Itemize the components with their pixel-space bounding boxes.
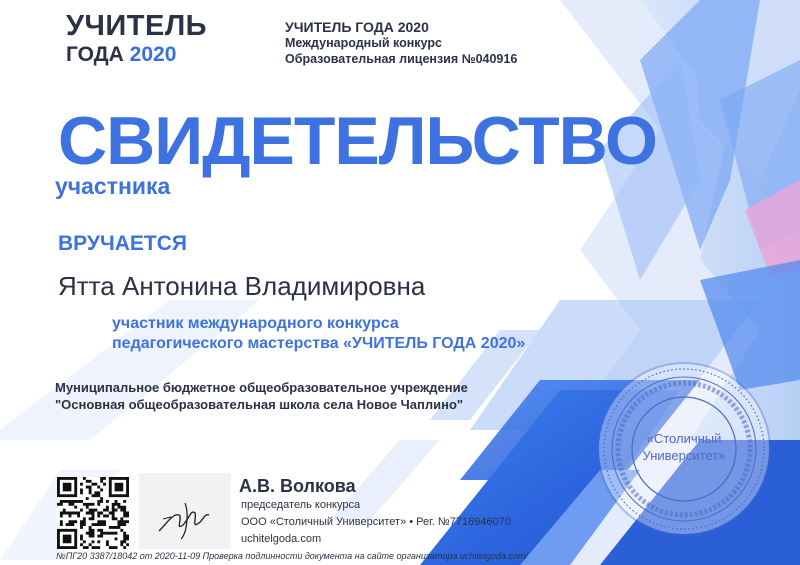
organization-line-1: Муниципальное бюджетное общеобразовательное учреждение: [55, 380, 468, 395]
seal-text-1: «Столичный: [646, 431, 722, 446]
awarded-label: ВРУЧАЕТСЯ: [58, 232, 187, 255]
signatory-position: председатель конкурса: [241, 499, 361, 511]
verification-footer: №ПГ20 3387/18042 от 2020-11-09 Проверка подлинности документа на сайте организатора uchitelgoda.com/: [56, 551, 528, 561]
logo-title: УЧИТЕЛЬ: [66, 10, 208, 42]
certificate-title: СВИДЕТЕЛЬСТВО: [58, 103, 657, 179]
seal-stamp-icon: [594, 359, 774, 539]
organization-line-2: "Основная общеобразовательная школа села Новое Чаплино": [55, 397, 464, 412]
signature-icon: [139, 473, 231, 549]
header-license: Образовательная лицензия №040916: [285, 52, 518, 66]
header-subtitle: Международный конкурс: [285, 36, 442, 50]
description-line-2: педагогического мастерства «УЧИТЕЛЬ ГОДА 2020»: [112, 335, 526, 352]
seal-text-2: Университет»: [642, 448, 726, 463]
logo-word: ГОДА: [66, 43, 124, 66]
qr-code-icon: [57, 477, 129, 549]
recipient-name: Ятта Антонина Владимировна: [58, 271, 426, 301]
signatory-organization: ООО «Столичный Университет» • Рег. №7716946070: [241, 516, 511, 528]
header-title: УЧИТЕЛЬ ГОДА 2020: [285, 19, 429, 35]
signatory-name: А.В. Волкова: [239, 476, 356, 496]
description-line-1: участник международного конкурса: [112, 315, 399, 332]
website-link: uchitelgoda.com: [241, 533, 322, 545]
logo-year: 2020: [129, 43, 177, 66]
certificate-subtitle: участника: [55, 173, 171, 199]
logo-subtitle: [66, 43, 176, 67]
